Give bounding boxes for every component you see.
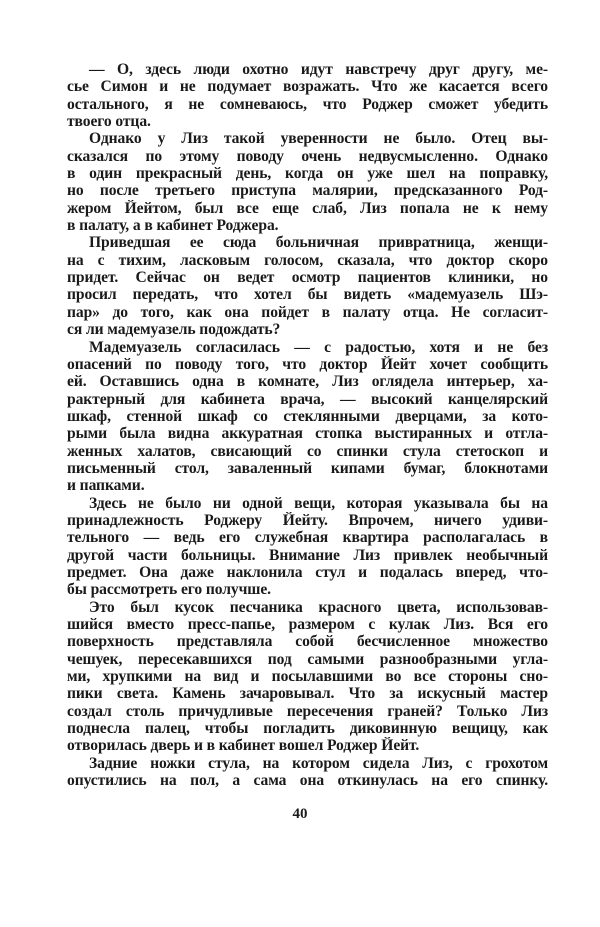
text-line: Здесь не было ни одной вещи, которая указывала бы на (89, 494, 548, 512)
text-line: остального, я не сомневаюсь, что Роджер сможет убедить (67, 95, 548, 113)
text-line: принадлежность Роджеру Йейту. Впрочем, ничего удиви- (67, 511, 548, 529)
text-line: ей. Оставшись одна в комнате, Лиз оглядела интерьер, ха- (67, 373, 548, 391)
text-line: тельного — ведь его служебная квартира располагалась в (67, 529, 548, 547)
paragraph (67, 130, 548, 234)
page-text (67, 61, 548, 789)
text-line: Задние ножки стула, на котором сидела Лиз, с грохотом (89, 754, 548, 772)
text-line: женных халатов, свисающий со спинки стула стетоскоп и (67, 442, 548, 460)
text-line: шийся вместо пресс-папье, размером с кулак Лиз. Вся его (67, 616, 548, 633)
text-line: — О, здесь люди охотно идут навстречу друг другу, ме- (89, 61, 548, 78)
text-line: сказался по этому поводу очень недвусмысленно. Однако (67, 147, 548, 165)
text-line: поднесла палец, чтобы погладить диковинную вещицу, как (67, 720, 548, 738)
text-line: пики света. Камень зачаровывал. Что за искусный мастер (67, 685, 548, 703)
text-line: опасений по поводу того, что доктор Йейт хочет сообщить (67, 355, 548, 373)
text-line: на с тихим, ласковым голосом, сказала, что доктор скоро (67, 251, 548, 269)
text-line: твоего отца. (67, 113, 151, 131)
text-line: просил передать, что хотел бы видеть «мадемуазель Шэ- (67, 286, 548, 304)
paragraph (67, 234, 548, 338)
text-line: но после третьего приступа малярии, предсказанного Род- (67, 182, 548, 200)
text-line: создал столь причудливые пересечения граней? Только Лиз (67, 702, 548, 720)
text-line: другой части больницы. Внимание Лиз привлек необычный (67, 546, 548, 564)
paragraph (67, 339, 548, 495)
text-line: Мадемуазель согласилась — с радостью, хотя и не без (89, 338, 548, 356)
text-line: поверхность представляла собой бесчисленное множество (67, 633, 548, 651)
text-line: шкаф, стенной шкаф со стеклянными дверцами, за кото- (67, 407, 548, 425)
paragraph (67, 599, 548, 755)
text-line: Это был кусок песчаника красного цвета, использовав- (89, 598, 548, 616)
text-line: в один прекрасный день, когда он уже шел на поправку, (67, 165, 548, 183)
text-line: Однако у Лиз такой уверенности не было. Отец вы- (89, 130, 548, 148)
text-line: чешуек, пересекавшихся под самыми разнообразными угла- (67, 650, 548, 668)
text-line: предмет. Она даже наклонила стул и подалась вперед, что- (67, 563, 548, 581)
text-line: пар» до того, как она пойдет в палату отца. Не согласит- (67, 303, 548, 321)
text-line: жером Йейтом, был все еще слаб, Лиз попала не к нему (67, 199, 548, 217)
paragraph (67, 61, 548, 130)
text-line: отворилась дверь и в кабинет вошел Роджер Йейт. (67, 737, 420, 755)
text-line: сье Симон и не подумает возражать. Что же касается всего (67, 78, 548, 96)
text-line: ся ли мадемуазель подождать? (67, 321, 281, 339)
text-line: ми, хрупкими на вид и посылавшими во все стороны сно- (67, 668, 548, 686)
page-number: 40 (292, 806, 308, 822)
text-line: и папками. (67, 477, 145, 495)
text-line: рыми была видна аккуратная стопка выстиранных и отгла- (67, 425, 548, 443)
text-line: придет. Сейчас он ведет осмотр пациентов клиники, но (67, 269, 548, 287)
text-line: в палату, а в кабинет Роджера. (67, 217, 279, 235)
paragraph (67, 495, 548, 599)
text-line: бы рассмотреть его получше. (67, 581, 271, 599)
text-line: письменный стол, заваленный кипами бумаг, блокнотами (67, 459, 548, 477)
text-line: рактерный для кабинета врача, — высокий канцелярский (67, 390, 548, 408)
text-line: Приведшая ее сюда больничная привратница, женщи- (89, 234, 548, 252)
paragraph (67, 755, 548, 790)
text-line: опустились на пол, а сама она откинулась на его спинку. (67, 772, 548, 790)
